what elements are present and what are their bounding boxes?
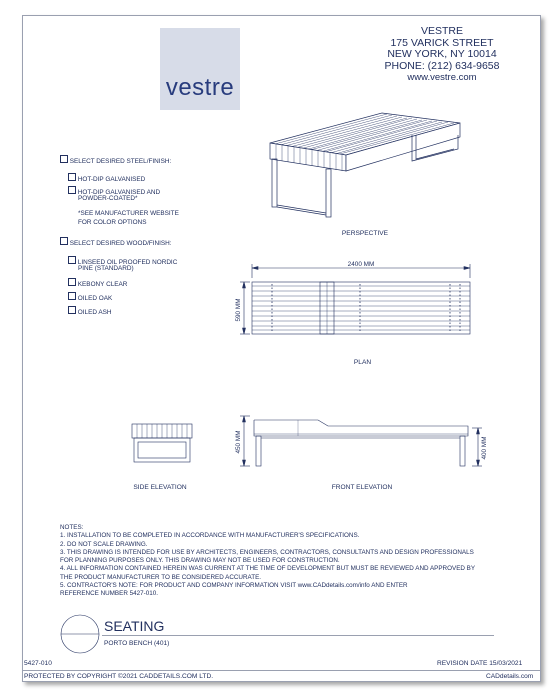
side-elevation-caption: SIDE ELEVATION	[133, 484, 187, 491]
footer-divider	[22, 670, 540, 671]
linseed-label-2: PINE (STANDARD)	[78, 265, 134, 272]
wood-finish-option[interactable]	[60, 237, 172, 248]
steel-note-1: *SEE MANUFACTURER WEBSITE	[78, 210, 179, 217]
company-name: VESTRE	[420, 25, 463, 37]
depth-dimension: 590 MM	[235, 298, 242, 322]
kebony-option[interactable]	[68, 278, 127, 289]
plan-drawing	[232, 258, 492, 350]
powder-coated-label: HOT-DIP GALVANISED AND	[77, 189, 161, 196]
galvanised-checkbox[interactable]	[68, 173, 76, 181]
note-line: 5. CONTRACTOR'S NOTE: FOR PRODUCT AND COMPANY INFORMATION VISIT www.CADdetails.com/info AND ENTER	[60, 582, 408, 590]
oiled-oak-label: OILED OAK	[77, 295, 113, 302]
oiled-ash-option[interactable]	[68, 306, 112, 317]
title-divider	[102, 635, 494, 636]
title-circle-icon	[58, 612, 102, 656]
wood-finish-checkbox[interactable]	[60, 237, 68, 245]
vestre-logo	[160, 28, 240, 110]
seat-height-dimension: 450 MM	[235, 430, 242, 454]
drawing-title: SEATING	[104, 618, 165, 634]
powder-coated-checkbox[interactable]	[68, 186, 76, 194]
note-line: 4. ALL INFORMATION CONTAINED HEREIN WAS CURRENT AT THE TIME OF DEVELOPMENT BUT MUST BE REVIEWED AND APPROVED BY	[60, 565, 476, 573]
linseed-checkbox[interactable]	[68, 256, 76, 264]
oiled-ash-label: OILED ASH	[77, 309, 112, 316]
linseed-label: LINSEED OIL PROOFED NORDIC	[77, 259, 178, 266]
company-address: 175 VARICK STREET	[390, 36, 494, 49]
note-line: 2. DO NOT SCALE DRAWING.	[60, 540, 148, 548]
notes-heading: NOTES:	[60, 524, 84, 531]
kebony-checkbox[interactable]	[68, 278, 76, 286]
front-elevation-drawing	[232, 404, 494, 478]
company-phone: PHONE: (212) 634-9658	[384, 59, 500, 72]
steel-finish-checkbox[interactable]	[60, 155, 68, 163]
perspective-caption: PERSPECTIVE	[341, 230, 389, 237]
company-info	[372, 26, 512, 84]
logo-text: vestre	[165, 74, 235, 101]
kebony-label: KEBONY CLEAR	[77, 281, 128, 288]
wood-finish-heading: SELECT DESIRED WOOD/FINISH:	[69, 240, 172, 247]
note-line: REFERENCE NUMBER 5427-010.	[60, 590, 158, 598]
length-dimension: 2400 MM	[347, 261, 375, 268]
drawing-subtitle: PORTO BENCH (401)	[104, 640, 170, 647]
frame-height-dimension: 400 MM	[481, 436, 488, 460]
side-elevation-drawing	[128, 418, 198, 470]
plan-caption: PLAN	[353, 359, 372, 366]
oiled-oak-checkbox[interactable]	[68, 292, 76, 300]
copyright-notice: PROTECTED BY COPYRIGHT ©2021 CADDETAILS.COM LTD.	[24, 673, 214, 680]
front-elevation-caption: FRONT ELEVATION	[331, 484, 393, 491]
steel-finish-heading: SELECT DESIRED STEEL/FINISH:	[69, 158, 172, 165]
company-city: NEW YORK, NY 10014	[387, 48, 497, 60]
caddetails-link[interactable]: CADdetails.com	[486, 673, 534, 680]
note-line: 1. INSTALLATION TO BE COMPLETED IN ACCORDANCE WITH MANUFACTURER'S SPECIFICATIONS.	[60, 532, 360, 540]
oiled-ash-checkbox[interactable]	[68, 306, 76, 314]
drawing-reference: 5427-010	[24, 660, 52, 667]
notes-block	[60, 524, 520, 599]
galvanised-label: HOT-DIP GALVANISED	[77, 176, 146, 183]
galvanised-option[interactable]	[68, 173, 145, 184]
company-website[interactable]: www.vestre.com	[407, 72, 477, 83]
note-line: FOR PLANNING PURPOSES ONLY. THIS DRAWING MAY NOT BE USED FOR CONSTRUCTION.	[60, 557, 340, 565]
powder-coated-label-2: POWDER-COATED*	[78, 195, 138, 202]
perspective-drawing	[262, 105, 472, 225]
revision-date: REVISION DATE 15/03/2021	[437, 660, 523, 667]
steel-note-2: FOR COLOR OPTIONS	[78, 219, 147, 226]
note-line: THE PRODUCT MANUFACTURER TO BE CONSIDERED ACCURATE.	[60, 573, 262, 581]
note-line: 3. THIS DRAWING IS INTENDED FOR USE BY ARCHITECTS, ENGINEERS, CONTRACTORS, CONSULTANTS AND DESIGN PROFESSIONALS	[60, 548, 474, 556]
steel-finish-option[interactable]	[60, 155, 171, 166]
oiled-oak-option[interactable]	[68, 292, 112, 303]
